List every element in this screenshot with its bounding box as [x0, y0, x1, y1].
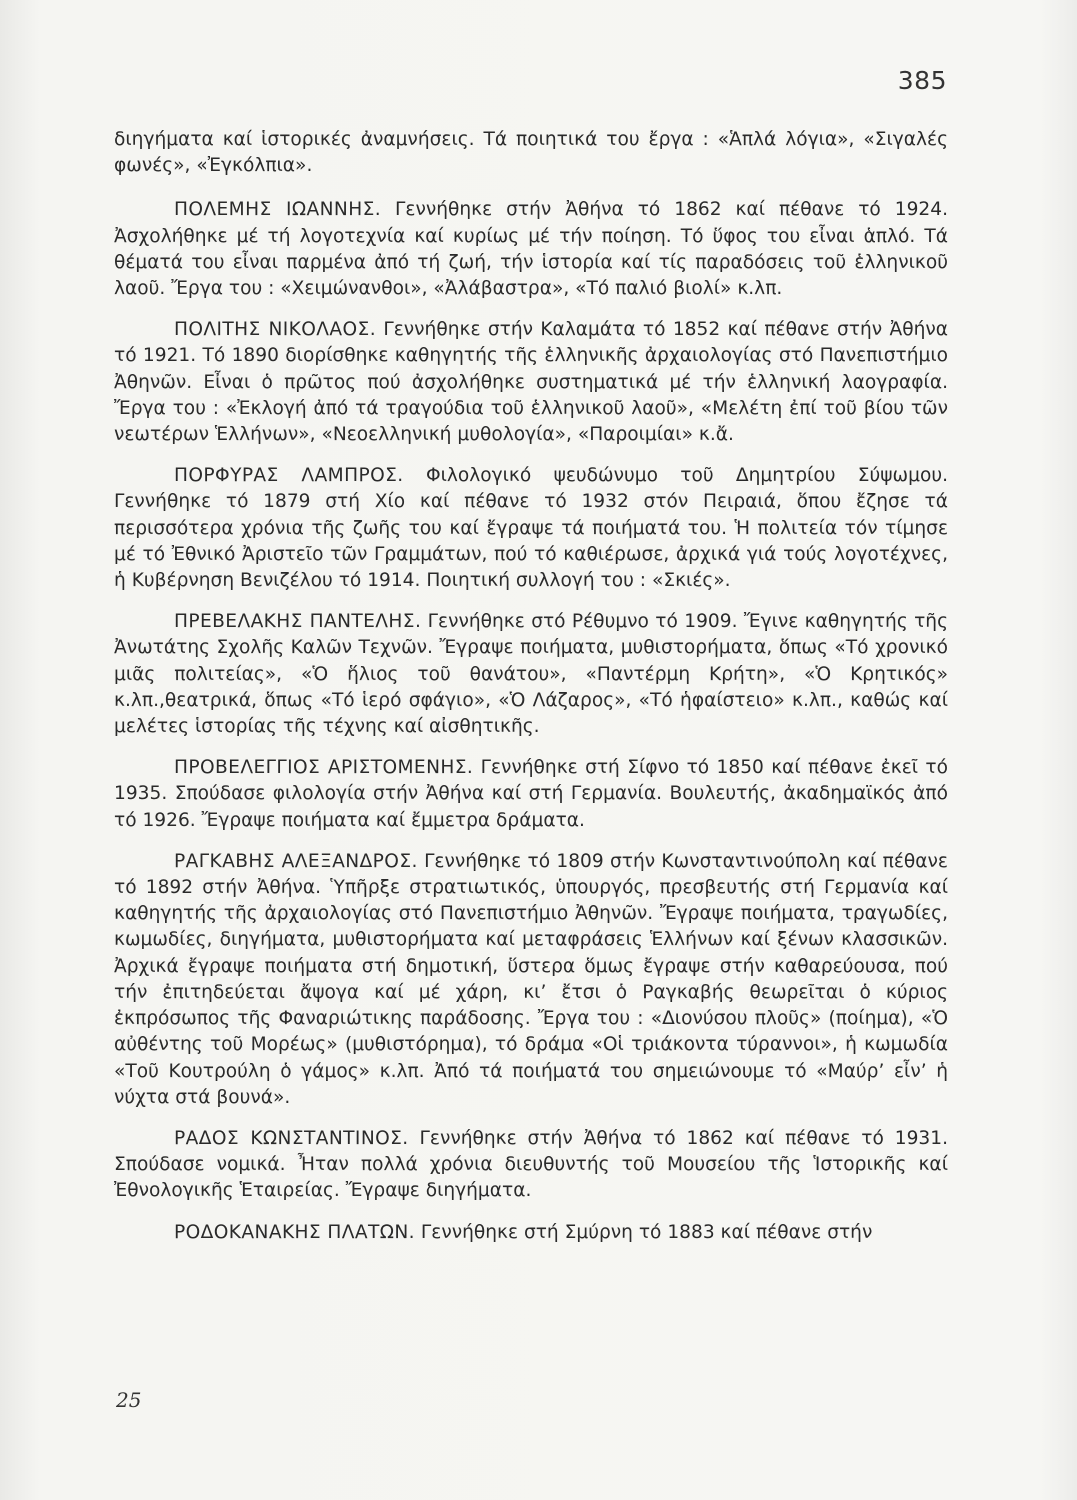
intro-paragraph: διηγήματα καί ἱστορικές ἀναμνήσεις. Τά ποιητικά του ἔργα : «Ἁπλά λόγια», «Σιγαλές φωνές», «Ἐγκόλπια». [114, 129, 948, 177]
entry-name: ΠΟΛΕΜΗΣ ΙΩΑΝΝΗΣ. [174, 199, 382, 221]
entry-name: ΡΑΓΚΑΒΗΣ ΑΛΕΞΑΝΔΡΟΣ. [174, 850, 418, 872]
entry-name: ΠΟΡΦΥΡΑΣ ΛΑΜΠΡΟΣ. [174, 465, 404, 487]
entry-name: ΠΡΕΒΕΛΑΚΗΣ ΠΑΝΤΕΛΗΣ. [174, 611, 422, 633]
entry-text: Γεννήθηκε στήν Καλαμάτα τό 1852 καί πέθανε στήν Ἀθήνα τό 1921. Τό 1890 διορίσθηκε καθηγητής τῆς ἑλληνικῆς ἀρχαιολογίας στό Πανεπιστήμιο Ἀθηνῶν. Εἶναι ὁ πρῶτος πού ἀσχολήθηκε συστηματικά μέ τήν ἑλληνική λαογραφία. Ἔργα του : «Ἐκλογή ἀπό τά τραγούδια τοῦ ἑλληνικοῦ λαοῦ», «Μελέτη ἐπί τοῦ βίου τῶν νεωτέρων Ἑλλήνων», «Νεοελληνική μυθολογία», «Παροιμίαι» κ.ἄ. [114, 319, 948, 446]
entry-name: ΠΡΟΒΕΛΕΓΓΙΟΣ ΑΡΙΣΤΟΜΕΝΗΣ. [174, 757, 474, 779]
entry-rangavis [114, 849, 948, 1111]
entry-politis [114, 317, 948, 448]
entry-text: Γεννήθηκε στήν Ἀθήνα τό 1862 καί πέθανε τό 1924. Ἀσχολήθηκε μέ τή λογοτεχνία καί κυρίως μέ τήν ποίηση. Τό ὕφος του εἶναι ἁπλό. Τά θέματά του εἶναι παρμένα ἀπό τή ζωή, τήν ἱστορία καί τίς παραδόσεις τοῦ ἑλληνικοῦ λαοῦ. Ἔργα του : «Χειμώνανθοι», «Ἀλάβαστρα», «Τό παλιό βιολί» κ.λπ. [114, 199, 948, 300]
entry-polemis [114, 197, 948, 302]
entry-rados [114, 1126, 948, 1205]
entry-text: Γεννήθηκε στή Σίφνο τό 1850 καί πέθανε ἐκεῖ τό 1935. Σπούδασε φιλολογία στήν Ἀθήνα καί στή Γερμανία. Βουλευτής, ἀκαδημαϊκός ἀπό τό 1926. Ἔγραψε ποιήματα καί ἔμμετρα δράματα. [114, 757, 948, 831]
entry-name: ΡΑΔΟΣ ΚΩΝΣΤΑΝΤΙΝΟΣ. [174, 1127, 409, 1149]
entry-prevelakis [114, 609, 948, 740]
entry-provelengios [114, 755, 948, 834]
entry-name: ΡΟΔΟΚΑΝΑΚΗΣ ΠΛΑΤΩΝ. [174, 1221, 415, 1243]
signature-mark: 25 [116, 1388, 142, 1412]
page-body [114, 127, 948, 1261]
entry-text: Γεννήθηκε τό 1809 στήν Κωνσταντινούπολη καί πέθανε τό 1892 στήν Ἀθήνα. Ὑπῆρξε στρατιωτικός, ὑπουργός, πρεσβευτής στή Γερμανία καί καθηγητής τῆς ἀρχαιολογίας στό Πανεπιστήμιο Ἀθηνῶν. Ἔγραψε ποιήματα, τραγωδίες, κωμωδίες, διηγήματα, μυθιστορήματα καί μεταφράσεις Ἑλλήνων καί ξένων κλασσικῶν. Ἀρχικά ἔγραψε ποιήματα στή δημοτική, ὕστερα ὅμως ἔγραψε στήν καθαρεύουσα, πού τήν ἐπιτηδεύεται ἄψογα καί μέ χάρη, κι’ ἔτσι ὁ Ραγκαβής θεωρεῖται ὁ κύριος ἐκπρόσωπος τῆς Φαναριώτικης παράδοσης. Ἔργα του : «Διονύσου πλοῦς» (ποίημα), «Ὁ αὐθέντης τοῦ Μορέως» (μυθιστόρημα), τό δράμα «Οἱ τριάκοντα τύραννοι», ἡ κωμωδία «Τοῦ Κουτρούλη ὁ γάμος» κ.λπ. Ἀπό τά ποιήματά του σημειώνουμε τό «Μαύρ’ εἶν’ ἡ νύχτα στά βουνά». [114, 850, 948, 1108]
entry-rodokanakis [114, 1220, 948, 1246]
entry-text: Γεννήθηκε στό Ρέθυμνο τό 1909. Ἔγινε καθηγητής τῆς Ἀνωτάτης Σχολῆς Καλῶν Τεχνῶν. Ἔγραψε ποιήματα, μυθιστορήματα, ὅπως «Τό χρονικό μιᾶς πολιτείας», «Ὁ ἥλιος τοῦ θανάτου», «Παντέρμη Κρήτη», «Ὁ Κρητικός» κ.λπ.,θεατρικά, ὅπως «Τό ἱερό σφάγιο», «Ὁ Λάζαρος», «Τό ἡφαίστειο» κ.λπ., καθώς καί μελέτες ἱστορίας τῆς τέχνης καί αἰσθητικῆς. [114, 611, 949, 738]
entry-text: Γεννήθηκε στή Σμύρνη τό 1883 καί πέθανε στήν [420, 1221, 873, 1243]
entry-porfyras [114, 463, 948, 594]
entry-name: ΠΟΛΙΤΗΣ ΝΙΚΟΛΑΟΣ. [174, 319, 377, 341]
page-number: 385 [897, 66, 947, 95]
entry-text: Γεννήθηκε στήν Ἀθήνα τό 1862 καί πέθανε τό 1931. Σπούδασε νομικά. Ἦταν πολλά χρόνια διευθυντής τοῦ Μουσείου τῆς Ἱστορικῆς καί Ἐθνολογικῆς Ἑταιρείας. Ἔγραψε διηγήματα. [114, 1127, 948, 1202]
entry-text: Φιλολογικό ψευδώνυμο τοῦ Δημητρίου Σύψωμου. Γεννήθηκε τό 1879 στή Χίο καί πέθανε τό 1932 στόν Πειραιά, ὅπου ἔζησε τά περισσότερα χρόνια τῆς ζωῆς του καί ἔγραψε τά ποιήματά του. Ἡ πολιτεία τόν τίμησε μέ τό Ἐθνικό Ἀριστεῖο τῶν Γραμμάτων, πού τό καθιέρωσε, ἀρχικά γιά τούς λογοτέχνες, ἡ Κυβέρνηση Βενιζέλου τό 1914. Ποιητική συλλογή του : «Σκιές». [114, 465, 949, 592]
